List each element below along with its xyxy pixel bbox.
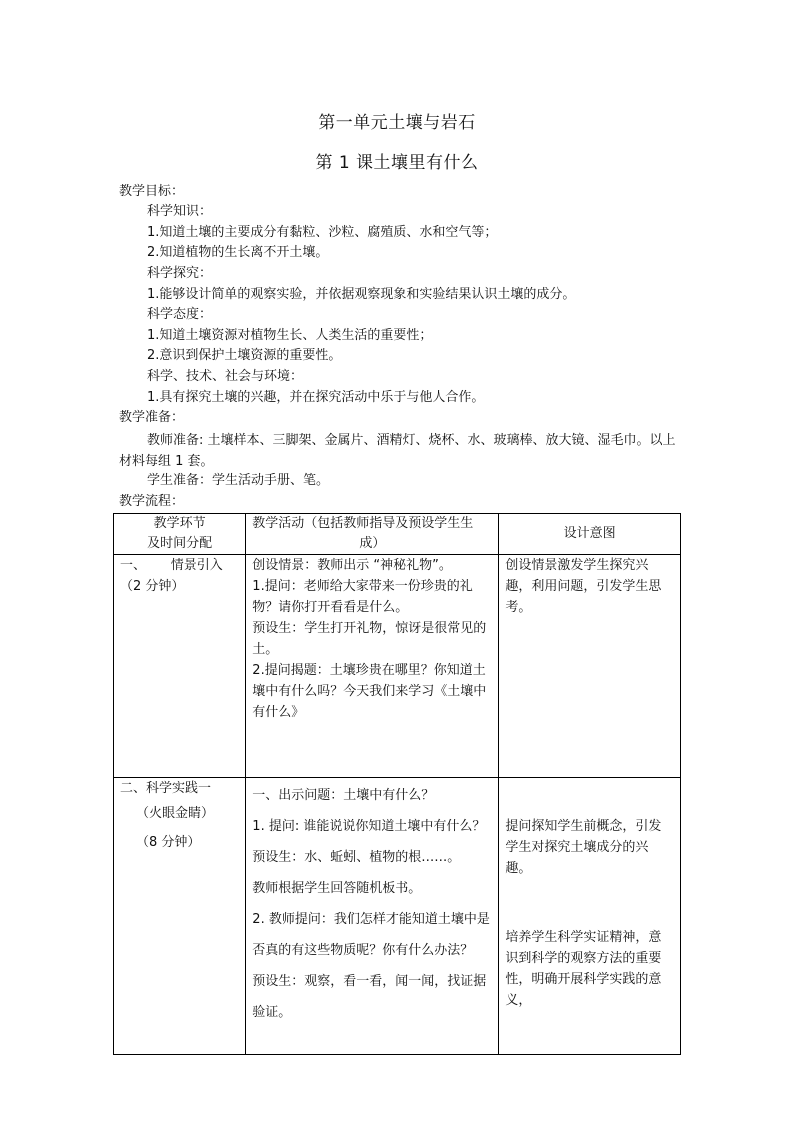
table-header-row [114,514,681,555]
table-row [114,778,681,1055]
knowledge-item: 1.知道土壤的主要成分有黏粒、沙粒、腐殖质、水和空气等； [147,225,498,240]
teacher-prep: 教师准备: 土壤样本、三脚架、金属片、酒精灯、烧杯、水、玻璃棒、放大镜、湿毛巾。以上材料每组 1 套。 [119,433,676,469]
flow-heading: 教学流程： [119,494,185,509]
student-prep: 学生准备：学生活动手册、笔。 [147,473,330,488]
header-activities-line1: 教学活动（包括教师指导及预设学生生 [252,516,474,531]
intent-text: 创设情景激发学生探究兴趣，利用问题，引发学生思考。 [505,558,662,615]
table-row [114,555,681,778]
inquiry-item: 1.能够设计简单的观察实验，并依据观察现象和实验结果认识土壤的成分。 [147,287,576,302]
lesson-title: 第 1 课土壤里有什么 [315,153,479,173]
stage-name: 一、 情景引入 [120,558,223,573]
sts-item: 1.具有探究土壤的兴趣，并在探究活动中乐于与他人合作。 [147,390,485,405]
knowledge-item: 2.知道植物的生长离不开土壤。 [147,245,329,260]
activity-line: 预设生：学生打开礼物，惊讶是很常见的土。 [252,621,487,657]
unit-title: 第一单元土壤与岩石 [318,113,476,133]
activity-line: 教师根据学生回答随机板书。 [252,881,422,896]
attitude-item: 2.意识到保护土壤资源的重要性。 [147,348,342,363]
activities-cell [246,778,499,1055]
lesson-plan-table [113,513,681,1055]
stage-name: 二、科学实践一 [120,781,212,796]
intent-cell [499,778,681,1055]
stage-time: （2 分钟） [120,579,185,594]
activities-cell [246,555,499,778]
activity-line: 2.提问揭题：土壤珍贵在哪里？你知道土壤中有什么吗？今天我们来学习《土壤中有什么》 [252,663,487,720]
header-stage [114,514,246,555]
activity-line: 一、出示问题：土壤中有什么？ [252,788,435,803]
header-activities-line2: 成） [359,536,386,551]
stage-cell [114,778,246,1055]
activity-line: 1.提问：老师给大家带来一份珍贵的礼物？请你打开看看是什么。 [252,579,473,615]
intent-text: 提问探知学生前概念，引发学生对探究土壤成分的兴趣。 [505,819,662,876]
header-stage-line2: 及时间分配 [147,536,213,551]
prep-heading: 教学准备： [119,410,185,425]
header-intent: 设计意图 [499,514,681,555]
activity-line: 创设情景：教师出示 “神秘礼物”。 [252,558,452,573]
inquiry-label: 科学探究： [147,266,213,281]
activity-line: 预设生：观察，看一看，闻一闻，找证据验证。 [252,974,487,1020]
activity-line: 预设生：水、蚯蚓、植物的根……。 [252,850,461,865]
header-activities [246,514,499,555]
knowledge-label: 科学知识： [147,204,213,219]
stage-cell [114,555,246,778]
intent-cell [499,555,681,778]
sts-label: 科学、技术、社会与环境： [147,369,304,384]
activity-line: 2. 教师提问：我们怎样才能知道土壤中是否真的有这些物质呢？你有什么办法？ [252,912,490,958]
goals-heading: 教学目标： [119,184,185,199]
header-stage-line1: 教学环节 [153,516,206,531]
intent-text: 培养学生科学实证精神，意识到科学的观察方法的重要性，明确开展科学实践的意义， [505,930,662,1008]
attitude-label: 科学态度： [147,307,213,322]
stage-subtitle: （火眼金睛） [136,806,215,821]
activity-line: 1. 提问: 谁能说说你知道土壤中有什么？ [252,819,486,834]
stage-time: （8 分钟） [136,835,201,850]
attitude-item: 1.知道土壤资源对植物生长、人类生活的重要性； [147,328,433,343]
